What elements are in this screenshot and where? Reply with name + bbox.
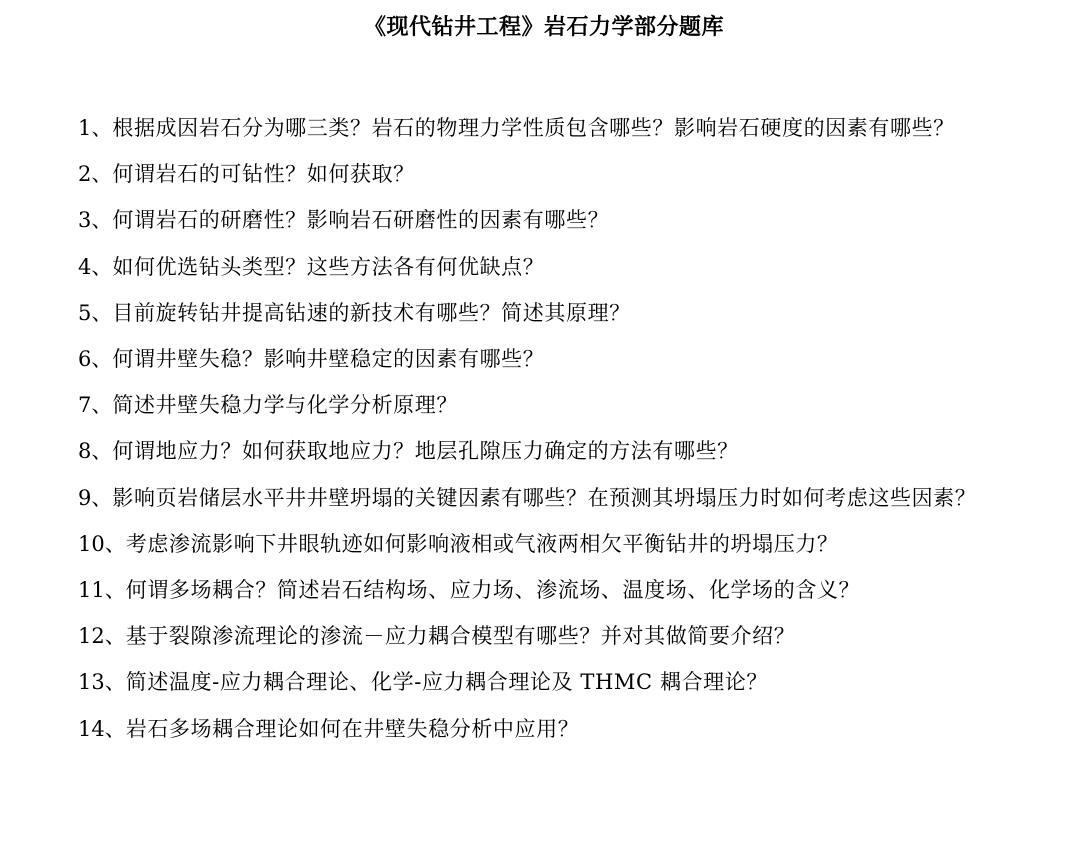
question-text: 何谓岩石的研磨性？影响岩石研磨性的因素有哪些？ (112, 208, 610, 233)
question-text: 如何优选钻头类型？这些方法各有何优缺点？ (112, 254, 545, 279)
question-number: 11、 (78, 578, 126, 603)
question-item (78, 244, 988, 290)
question-item (78, 105, 988, 151)
question-text: 考虑渗流影响下井眼轨迹如何影响液相或气液两相欠平衡钻井的坍塌压力？ (125, 531, 839, 556)
question-number: 7、 (78, 393, 113, 418)
question-number: 9、 (78, 485, 113, 510)
question-item (78, 382, 988, 428)
question-item (78, 475, 988, 521)
question-text: 何谓井壁失稳？影响井壁稳定的因素有哪些？ (112, 347, 545, 372)
question-number: 3、 (78, 208, 113, 233)
question-list (78, 105, 988, 752)
question-text: 何谓岩石的可钻性？如何获取？ (112, 162, 415, 187)
question-text: 影响页岩储层水平井井壁坍塌的关键因素有哪些？在预测其坍塌压力时如何考虑这些因素？ (112, 485, 977, 510)
question-number: 2、 (78, 162, 113, 187)
question-text: 简述井壁失稳力学与化学分析原理？ (112, 393, 458, 418)
question-item (78, 567, 988, 613)
question-item (78, 428, 988, 474)
question-item (78, 706, 988, 752)
question-text: 岩石多场耦合理论如何在井壁失稳分析中应用？ (125, 716, 580, 741)
question-text: 基于裂隙渗流理论的渗流－应力耦合模型有哪些？并对其做简要介绍？ (125, 624, 796, 649)
question-item (78, 290, 988, 336)
document-title: 《现代钻井工程》岩石力学部分题库 (363, 14, 724, 40)
question-number: 14、 (78, 716, 126, 741)
question-number: 12、 (78, 624, 126, 649)
question-number: 1、 (78, 116, 113, 140)
question-item (78, 197, 988, 243)
question-number: 5、 (78, 300, 113, 325)
question-number: 13、 (78, 670, 126, 695)
question-item (78, 521, 988, 567)
question-text: 简述温度-应力耦合理论、化学-应力耦合理论及 THMC 耦合理论？ (125, 670, 768, 695)
question-text: 何谓地应力？如何获取地应力？地层孔隙压力确定的方法有哪些？ (112, 439, 739, 464)
question-text: 根据成因岩石分为哪三类？岩石的物理力学性质包含哪些？影响岩石硬度的因素有哪些？ (112, 116, 955, 140)
question-text: 何谓多场耦合？简述岩石结构场、应力场、渗流场、温度场、化学场的含义？ (125, 578, 861, 603)
question-item (78, 659, 988, 705)
question-number: 8、 (78, 439, 113, 464)
question-item (78, 613, 988, 659)
question-item (78, 151, 988, 197)
question-number: 10、 (78, 531, 126, 556)
question-item (78, 336, 988, 382)
question-text: 目前旋转钻井提高钻速的新技术有哪些？简述其原理？ (112, 300, 631, 325)
question-number: 4、 (78, 254, 113, 279)
question-number: 6、 (78, 347, 113, 372)
